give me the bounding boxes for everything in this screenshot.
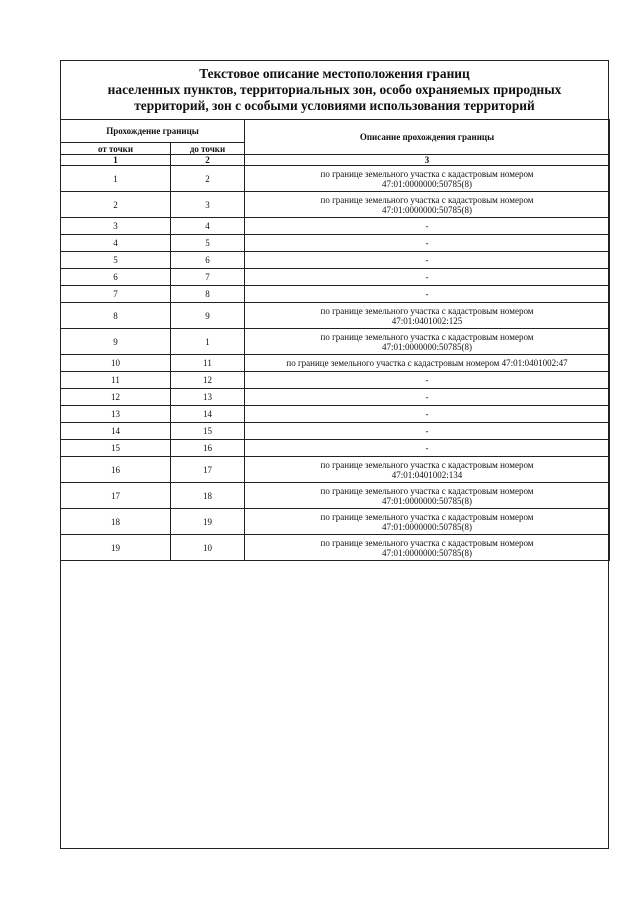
description-line: по границе земельного участка с кадастровым номером	[320, 537, 534, 548]
cell-to-point: 8	[171, 286, 245, 303]
description-line: -	[425, 375, 429, 385]
cell-description	[245, 457, 610, 483]
cell-from-point: 9	[61, 329, 171, 355]
document-title	[61, 61, 608, 119]
table-row	[61, 406, 610, 423]
description-line: 47:01:0401002:134	[391, 469, 463, 480]
cell-description	[245, 406, 610, 423]
description-line: -	[425, 443, 429, 453]
cell-to-point: 5	[171, 235, 245, 252]
table-row	[61, 329, 610, 355]
description-line: 47:01:0000000:50785(8)	[382, 521, 472, 532]
cell-to-point: 7	[171, 269, 245, 286]
description-line: 47:01:0000000:50785(8)	[382, 341, 472, 352]
cell-from-point: 3	[61, 218, 171, 235]
table-row	[61, 423, 610, 440]
cell-from-point: 8	[61, 303, 171, 329]
title-line-1: Текстовое описание местоположения границ	[199, 66, 470, 81]
table-row	[61, 166, 610, 192]
cell-to-point: 6	[171, 252, 245, 269]
column-number-2: 2	[171, 155, 245, 166]
cell-from-point: 13	[61, 406, 171, 423]
table-row	[61, 286, 610, 303]
table-row	[61, 509, 610, 535]
column-number-3: 3	[245, 155, 610, 166]
header-passage: Прохождение границы	[61, 120, 245, 143]
table-row	[61, 535, 610, 561]
document-frame	[60, 60, 609, 849]
cell-to-point: 1	[171, 329, 245, 355]
cell-description	[245, 509, 610, 535]
cell-description	[245, 355, 610, 372]
table-row	[61, 269, 610, 286]
table-body	[61, 166, 610, 561]
cell-from-point: 15	[61, 440, 171, 457]
description-line: 47:01:0401002:125	[391, 315, 463, 326]
header-description: Описание прохождения границы	[245, 120, 610, 155]
cell-to-point: 19	[171, 509, 245, 535]
cell-from-point: 19	[61, 535, 171, 561]
column-number-1: 1	[61, 155, 171, 166]
description-line: -	[425, 238, 429, 248]
table-row	[61, 457, 610, 483]
cell-description	[245, 389, 610, 406]
description-line: по границе земельного участка с кадастровым номером	[320, 305, 534, 316]
description-line: -	[425, 409, 429, 419]
cell-description	[245, 218, 610, 235]
cell-to-point: 3	[171, 192, 245, 218]
description-line: по границе земельного участка с кадастровым номером	[320, 168, 534, 179]
cell-description	[245, 166, 610, 192]
table-row	[61, 218, 610, 235]
description-line: по границе земельного участка с кадастровым номером	[320, 485, 534, 496]
description-line: 47:01:0000000:50785(8)	[382, 495, 472, 506]
title-line-3: территорий, зон с особыми условиями использования территорий	[134, 98, 535, 113]
cell-description	[245, 235, 610, 252]
cell-description	[245, 372, 610, 389]
description-line: по границе земельного участка с кадастровым номером	[320, 194, 534, 205]
header-from-point: от точки	[61, 143, 171, 155]
table-row	[61, 440, 610, 457]
table-row	[61, 192, 610, 218]
description-line: 47:01:0000000:50785(8)	[382, 204, 472, 215]
table-row	[61, 483, 610, 509]
cell-from-point: 6	[61, 269, 171, 286]
description-line: -	[425, 272, 429, 282]
cell-description	[245, 483, 610, 509]
cell-description	[245, 535, 610, 561]
cell-to-point: 9	[171, 303, 245, 329]
table-row	[61, 252, 610, 269]
description-line: -	[425, 221, 429, 231]
description-line: по границе земельного участка с кадастровым номером	[320, 459, 534, 470]
cell-to-point: 15	[171, 423, 245, 440]
cell-description	[245, 423, 610, 440]
cell-to-point: 2	[171, 166, 245, 192]
cell-from-point: 7	[61, 286, 171, 303]
cell-description	[245, 286, 610, 303]
cell-from-point: 10	[61, 355, 171, 372]
title-line-2: населенных пунктов, территориальных зон, особо охраняемых природных	[107, 82, 562, 97]
cell-from-point: 4	[61, 235, 171, 252]
cell-from-point: 12	[61, 389, 171, 406]
cell-to-point: 11	[171, 355, 245, 372]
cell-from-point: 18	[61, 509, 171, 535]
cell-from-point: 1	[61, 166, 171, 192]
table-row	[61, 355, 610, 372]
description-line: по границе земельного участка с кадастровым номером	[320, 511, 534, 522]
cell-to-point: 18	[171, 483, 245, 509]
cell-to-point: 13	[171, 389, 245, 406]
description-line: по границе земельного участка с кадастровым номером	[320, 331, 534, 342]
cell-from-point: 11	[61, 372, 171, 389]
table-row	[61, 303, 610, 329]
description-line: 47:01:0000000:50785(8)	[382, 547, 472, 558]
cell-description	[245, 329, 610, 355]
cell-from-point: 17	[61, 483, 171, 509]
description-line: 47:01:0000000:50785(8)	[382, 178, 472, 189]
cell-to-point: 12	[171, 372, 245, 389]
cell-from-point: 2	[61, 192, 171, 218]
cell-description	[245, 440, 610, 457]
cell-to-point: 4	[171, 218, 245, 235]
description-line: -	[425, 255, 429, 265]
description-line: -	[425, 426, 429, 436]
table-row	[61, 372, 610, 389]
cell-from-point: 16	[61, 457, 171, 483]
cell-from-point: 5	[61, 252, 171, 269]
cell-to-point: 14	[171, 406, 245, 423]
cell-description	[245, 192, 610, 218]
cell-to-point: 16	[171, 440, 245, 457]
cell-description	[245, 303, 610, 329]
description-line: по границе земельного участка с кадастровым номером 47:01:0401002:47	[286, 358, 568, 368]
cell-to-point: 10	[171, 535, 245, 561]
header-to-point: до точки	[171, 143, 245, 155]
description-line: -	[425, 289, 429, 299]
cell-description	[245, 269, 610, 286]
description-line: -	[425, 392, 429, 402]
table-row	[61, 235, 610, 252]
table-row	[61, 389, 610, 406]
cell-from-point: 14	[61, 423, 171, 440]
boundary-table	[60, 119, 610, 561]
cell-description	[245, 252, 610, 269]
cell-to-point: 17	[171, 457, 245, 483]
